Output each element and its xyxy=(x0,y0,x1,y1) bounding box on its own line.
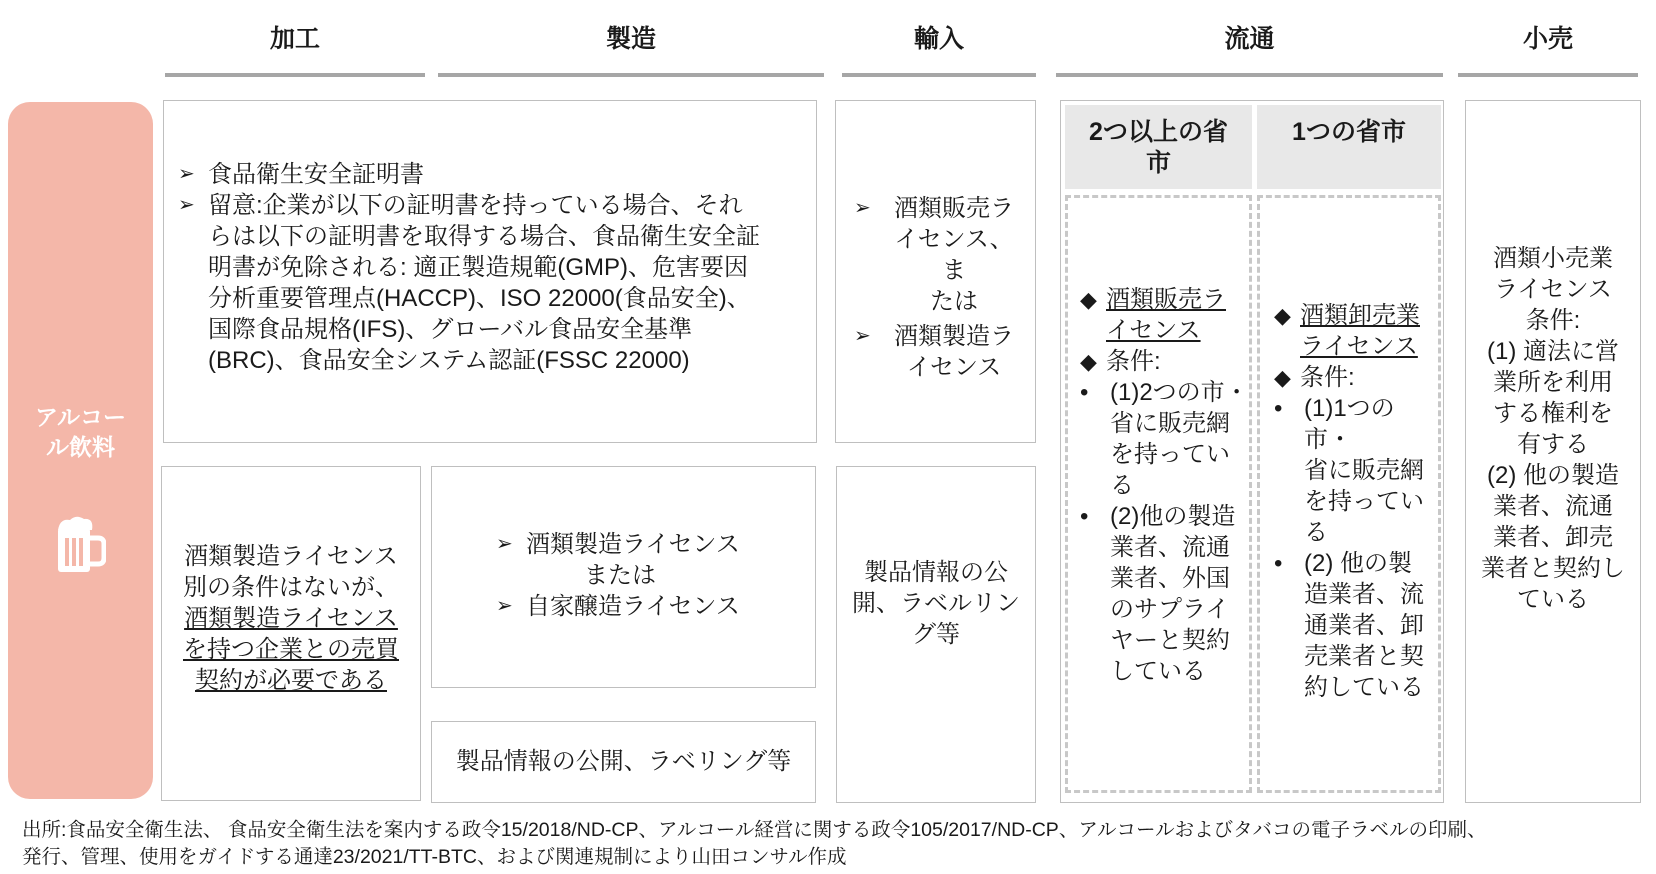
text-line: を持ってい xyxy=(1110,441,1230,468)
list-item xyxy=(854,193,1024,317)
text-line: (1) 適法に営 xyxy=(1487,338,1619,365)
text-line: 業者、流通 xyxy=(1110,534,1230,561)
category-label-line: ル飲料 xyxy=(46,434,115,460)
diamond-bullet-icon: ◆ xyxy=(1274,303,1291,328)
single-province-panel xyxy=(1257,195,1441,793)
dot-bullet-icon: • xyxy=(1080,379,1089,406)
dot-bullet-icon: • xyxy=(1274,395,1283,422)
food-safety-certificate-box xyxy=(163,100,817,443)
list-item xyxy=(854,321,1024,383)
text-line: 開、ラベルリン xyxy=(852,590,1020,617)
text-line: イセンス xyxy=(906,354,1002,381)
header-divider xyxy=(1056,73,1443,77)
header-divider xyxy=(1458,73,1638,77)
text-line: (2)他の製造 xyxy=(1110,503,1236,530)
text-line: グ等 xyxy=(912,621,960,648)
text-line: イセンス xyxy=(1106,317,1201,344)
text-line: ヤーと契約 xyxy=(1110,627,1230,654)
text-line: 契約が必要である xyxy=(195,667,387,694)
condition-item xyxy=(1274,393,1440,548)
text-line: 出所:食品安全衛生法、 食品安全衛生法を案内する政令15/2018/ND-CP、アルコール経営に関する政令105/2017/ND-CP、アルコールおよびタバコの電子ラベルの印刷、 xyxy=(22,819,1487,841)
condition-heading: ◆ 条件: xyxy=(1080,348,1161,375)
list-item: ➢ 食品衛生安全証明書 xyxy=(178,159,808,190)
text-line: を持ってい xyxy=(1304,488,1424,515)
processing-requirement-box xyxy=(161,466,421,801)
manufacturing-license-list xyxy=(496,529,796,560)
category-label-line: アルコー xyxy=(34,404,127,430)
text-line: を持つ企業との売買 xyxy=(183,636,399,663)
text-line: ライセンス xyxy=(1300,333,1418,360)
labeling-box xyxy=(431,721,816,803)
column-header-processing: 加工 xyxy=(269,25,320,53)
text-line: ている xyxy=(1517,586,1589,613)
text-line: イセンス、ま xyxy=(894,226,1014,284)
text-line: ➢ 酒類製造ラ xyxy=(894,323,1014,350)
text-line: 酒類卸売業 xyxy=(1300,302,1420,329)
list-item xyxy=(178,190,808,376)
text-line: 業者、外国 xyxy=(1110,565,1230,592)
text-line: 業所を利用 xyxy=(1493,369,1613,396)
column-header-distribution: 流通 xyxy=(1224,25,1275,53)
text-line: 酒類販売ラ xyxy=(1106,286,1226,313)
text-line: 国際食品規格(IFS)、グローバル食品安全基準 xyxy=(208,316,693,343)
distribution-box xyxy=(1060,100,1444,803)
text-line: のサプライ xyxy=(1110,596,1230,623)
category-label xyxy=(8,402,153,462)
diamond-bullet-icon: ◆ xyxy=(1080,349,1097,374)
header-divider xyxy=(165,73,425,77)
condition-heading: ◆ 条件: xyxy=(1274,364,1355,391)
multi-province-panel xyxy=(1065,195,1252,793)
license-item xyxy=(1274,300,1440,362)
text-line: 酒類小売業 xyxy=(1493,245,1613,272)
labeling-text: 製品情報の公開、ラベリング等 xyxy=(455,748,792,775)
text-line: 業者、卸売 xyxy=(1493,524,1613,551)
text-line: 売業者と契 xyxy=(1304,643,1424,670)
text-line: (1)1つの市・ xyxy=(1304,395,1395,453)
single-province-header xyxy=(1257,105,1441,189)
text-line: 別の条件はないが、 xyxy=(183,574,399,601)
text-line: (2) 他の製 xyxy=(1304,550,1412,577)
text-line: 有する xyxy=(1517,431,1589,458)
header-divider xyxy=(842,73,1036,77)
diamond-bullet-icon: ◆ xyxy=(1080,287,1097,312)
text-line: 製品情報の公 xyxy=(864,559,1008,586)
text-line: ライセンス xyxy=(1494,276,1612,303)
import-license-box xyxy=(835,100,1036,443)
text-line: する権利を xyxy=(1493,400,1613,427)
beer-mug-icon xyxy=(54,514,106,576)
manufacturing-license-list xyxy=(496,591,796,622)
retail-license-box xyxy=(1465,100,1641,803)
category-sidebar xyxy=(8,102,153,799)
text-line: たは xyxy=(930,288,978,315)
text-line: る xyxy=(1304,519,1328,546)
text-line: 業者と契約し xyxy=(1481,555,1625,582)
text-line: (BRC)、食品安全システム認証(FSSC 22000) xyxy=(208,347,690,374)
condition-item xyxy=(1274,548,1440,703)
text-line: 発行、管理、使用をガイドする通達23/2021/TT-BTC、および関連規制により山田コンサル作成 xyxy=(22,846,847,868)
text-line: 条件: xyxy=(1525,307,1581,334)
processing-requirement-text xyxy=(162,541,420,696)
source-note xyxy=(22,817,1652,871)
text-line: 省に販売網 xyxy=(1110,410,1230,437)
import-labeling-box xyxy=(836,466,1036,803)
text-line: 通業者、卸 xyxy=(1304,612,1424,639)
text-line: 2つ以上の省 xyxy=(1089,118,1228,146)
list-item: ➢ 酒類製造ライセンス xyxy=(496,529,796,560)
dot-bullet-icon: • xyxy=(1080,503,1089,530)
column-header-manufacturing: 製造 xyxy=(605,25,656,53)
text-line: ➢ 酒類販売ラ xyxy=(894,195,1014,222)
multi-province-content xyxy=(1080,284,1250,687)
column-header-import: 輸入 xyxy=(913,25,964,53)
text-line: 市 xyxy=(1145,149,1171,177)
text-line: 業者、流通 xyxy=(1493,493,1613,520)
header-divider xyxy=(438,73,824,77)
condition-item xyxy=(1080,501,1250,687)
list-item: ➢ 自家醸造ライセンス xyxy=(496,591,796,622)
license-item xyxy=(1080,284,1250,346)
import-license-list xyxy=(854,193,1024,383)
column-header-retail: 小売 xyxy=(1522,25,1573,53)
text-line: (2) 他の製造 xyxy=(1487,462,1619,489)
text-line: (1)2つの市・ xyxy=(1110,379,1249,406)
text-line: 約している xyxy=(1304,674,1424,701)
certificate-list xyxy=(178,159,808,376)
condition-item xyxy=(1080,377,1250,501)
text-line: らは以下の証明書を取得する場合、食品衛生安全証 xyxy=(208,223,760,250)
text-line: 1つの省市 xyxy=(1292,118,1406,146)
text-line: ➢ 留意:企業が以下の証明書を持っている場合、それ xyxy=(208,192,743,219)
text-line: している xyxy=(1110,658,1206,685)
text-line: 分析重要管理点(HACCP)、ISO 22000(食品安全)、 xyxy=(208,285,751,312)
import-labeling-text xyxy=(837,557,1035,650)
dot-bullet-icon: • xyxy=(1274,550,1283,577)
single-province-content xyxy=(1274,300,1440,703)
text-line: 酒類製造ライセンス xyxy=(184,543,398,570)
retail-license-text xyxy=(1466,243,1640,615)
manufacturing-license-box xyxy=(431,466,816,688)
text-line: 明書が免除される: 適正製造規範(GMP)、危害要因 xyxy=(208,254,748,281)
text-line: または xyxy=(584,562,656,589)
text-line: 造業者、流 xyxy=(1304,581,1424,608)
diamond-bullet-icon: ◆ xyxy=(1274,365,1291,390)
text-line: 省に販売網 xyxy=(1304,457,1424,484)
manufacturing-license-text xyxy=(496,529,796,622)
text-line: 酒類製造ライセンス xyxy=(184,605,398,632)
multi-province-header xyxy=(1065,105,1252,189)
text-line: る xyxy=(1110,472,1134,499)
